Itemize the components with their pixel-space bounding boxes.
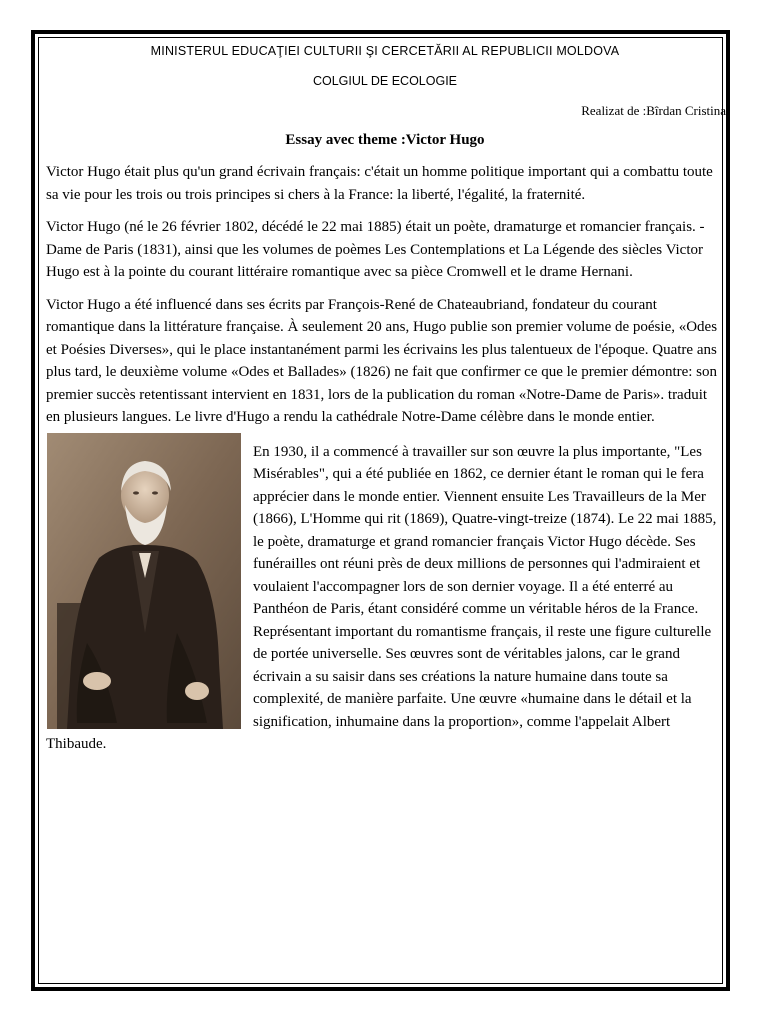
college-heading: COLGIUL DE ECOLOGIE — [312, 74, 458, 88]
paragraph-2: Victor Hugo (né le 26 février 1802, décédé le 22 mai 1885) était un poète, dramaturge et romancier français. -Dame de Paris (1831), ainsi que les volumes de poèmes Les Contemplations et La Légende des siècles Victor Hugo est à la pointe du courant littéraire romantique avec sa pièce Cromwell et le drame Hernani. — [46, 219, 705, 280]
paragraph-1: Victor Hugo était plus qu'un grand écrivain français: c'était un homme politique important qui a combattu toute sa vie pour les trois ou trois principes si chers à la France: la liberté, l'égalité, la fraternité. — [46, 164, 713, 203]
document-page — [46, 38, 724, 756]
victor-hugo-portrait — [47, 433, 241, 729]
paragraph-4: En 1930, il a commencé à travailler sur son œuvre la plus importante, "Les Misérables", qui a été publiée en 1862, ce dernier étant le roman qui le fera apprécier dans le monde entier. Viennent ensuite Les Travailleurs de la Mer (1866), L'Homme qui rit (1869), Quatre-vingt-treize (1874). Le 22 mai 1885, le poète, dramaturge et grand romancier français Victor Hugo décède. Ses funérailles ont réuni près de deux millions de personnes qui l'admiraient et voulaient l'accompagner lors de son dernier voyage. Il a été enterré au Panthéon de Paris, étant considéré comme un véritable héros de la France. Représentant important du romantisme français, il reste une figure culturelle de portée universelle. Ses œuvres sont de véritables jalons, car le grand écrivain a su saisir dans ses créations la nature humaine dans toute sa complexité, de manière parfaite. Une œuvre «humaine dans le détail et la signification, inhumaine dans la proportion», comme l'appelait Albert Thibaude. — [46, 443, 717, 752]
ministry-heading: MINISTERUL EDUCAŢIEI CULTURII ŞI CERCETĂRII AL REPUBLICII MOLDOVA — [150, 44, 620, 58]
paragraph-3: Victor Hugo a été influencé dans ses écrits par François-René de Chateaubriand, fondateur du courant romantique dans la littérature française. À seulement 20 ans, Hugo publie son premier volume de poésie, «Odes et Poésies Diverses», qui le place instantanément parmi les écrivains les plus talentueux de l'époque. Quatre ans plus tard, le deuxième volume «Odes et Ballades» (1826) ne fait que confirmer ce que le premier démontre: son premier succès retentissant intervient en 1831, lors de la publication du roman «Notre-Dame de Paris». traduit en plusieurs langues. Le livre d'Hugo a rendu la cathédrale Notre-Dame célèbre dans le monde entier. — [46, 296, 718, 425]
author-line: Realizat de :Bîrdan Cristina — [581, 103, 726, 118]
essay-title: Essay avec theme :Victor Hugo — [285, 132, 485, 148]
